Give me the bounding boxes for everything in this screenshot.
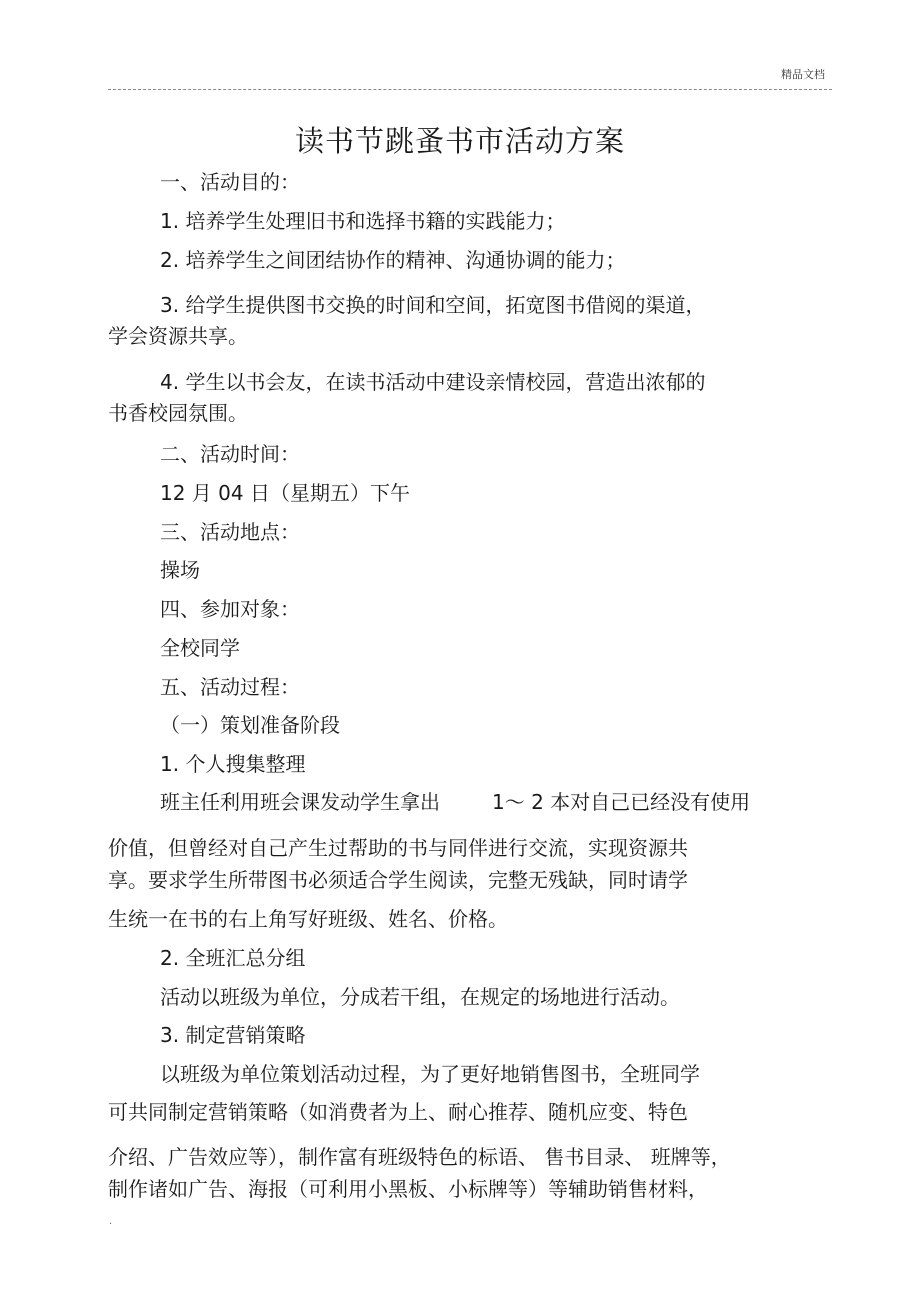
section-heading: 五、活动过程： bbox=[160, 675, 300, 699]
paragraph-line-part: 班主任利用班会课发动学生拿出 bbox=[160, 790, 440, 814]
paragraph-line: 书香校园氛围。 bbox=[108, 401, 248, 425]
section-heading: 四、参加对象： bbox=[160, 597, 300, 621]
header-rule bbox=[108, 89, 832, 90]
paragraph-line: 学会资源共享。 bbox=[108, 324, 248, 348]
section-heading: 二、活动时间： bbox=[160, 442, 300, 466]
paragraph-line: 制作诸如广告、海报（可利用小黑板、小标牌等）等辅助销售材料， bbox=[108, 1177, 708, 1201]
paragraph-line bbox=[160, 790, 750, 814]
footer-dot: . bbox=[109, 1216, 113, 1227]
section-heading: 三、活动地点： bbox=[160, 520, 300, 544]
subsection-heading: 2. 全班汇总分组 bbox=[160, 946, 306, 970]
paragraph-line: 生统一在书的右上角写好班级、姓名、价格。 bbox=[108, 907, 508, 931]
paragraph-line: 全校同学 bbox=[160, 636, 240, 660]
paragraph-line: 2. 培养学生之间团结协作的精神、沟通协调的能力； bbox=[160, 248, 626, 272]
paragraph-line: 操场 bbox=[160, 558, 200, 582]
section-heading: 一、活动目的： bbox=[160, 170, 300, 194]
paragraph-line: 4. 学生以书会友，在读书活动中建设亲情校园，营造出浓郁的 bbox=[160, 370, 706, 394]
paragraph-line: 以班级为单位策划活动过程，为了更好地销售图书，全班同学 bbox=[160, 1062, 700, 1086]
paragraph-line: 享。要求学生所带图书必须适合学生阅读，完整无残缺，同时请学 bbox=[108, 868, 688, 892]
paragraph-line-part: 1～ 2 本对自己已经没有使用 bbox=[492, 790, 751, 814]
document-title: 读书节跳蚤书市活动方案 bbox=[294, 124, 625, 158]
header-label: 精品文档 bbox=[781, 68, 825, 81]
paragraph-line: 介绍、广告效应等），制作富有班级特色的标语、 售书目录、 班牌等， bbox=[108, 1145, 731, 1169]
paragraph-line: 3. 给学生提供图书交换的时间和空间，拓宽图书借阅的渠道， bbox=[160, 293, 706, 317]
paragraph-line: 活动以班级为单位，分成若干组，在规定的场地进行活动。 bbox=[160, 985, 680, 1009]
paragraph-line: 12 月 04 日（星期五）下午 bbox=[160, 481, 410, 505]
paragraph-line: 可共同制定营销策略（如消费者为上、耐心推荐、随机应变、特色 bbox=[108, 1100, 688, 1124]
subsection-heading: 1. 个人搜集整理 bbox=[160, 752, 306, 776]
subsection-heading: （一）策划准备阶段 bbox=[160, 713, 340, 737]
paragraph-line: 1. 培养学生处理旧书和选择书籍的实践能力； bbox=[160, 209, 566, 233]
subsection-heading: 3. 制定营销策略 bbox=[160, 1023, 306, 1047]
paragraph-line: 价值，但曾经对自己产生过帮助的书与同伴进行交流，实现资源共 bbox=[108, 836, 688, 860]
